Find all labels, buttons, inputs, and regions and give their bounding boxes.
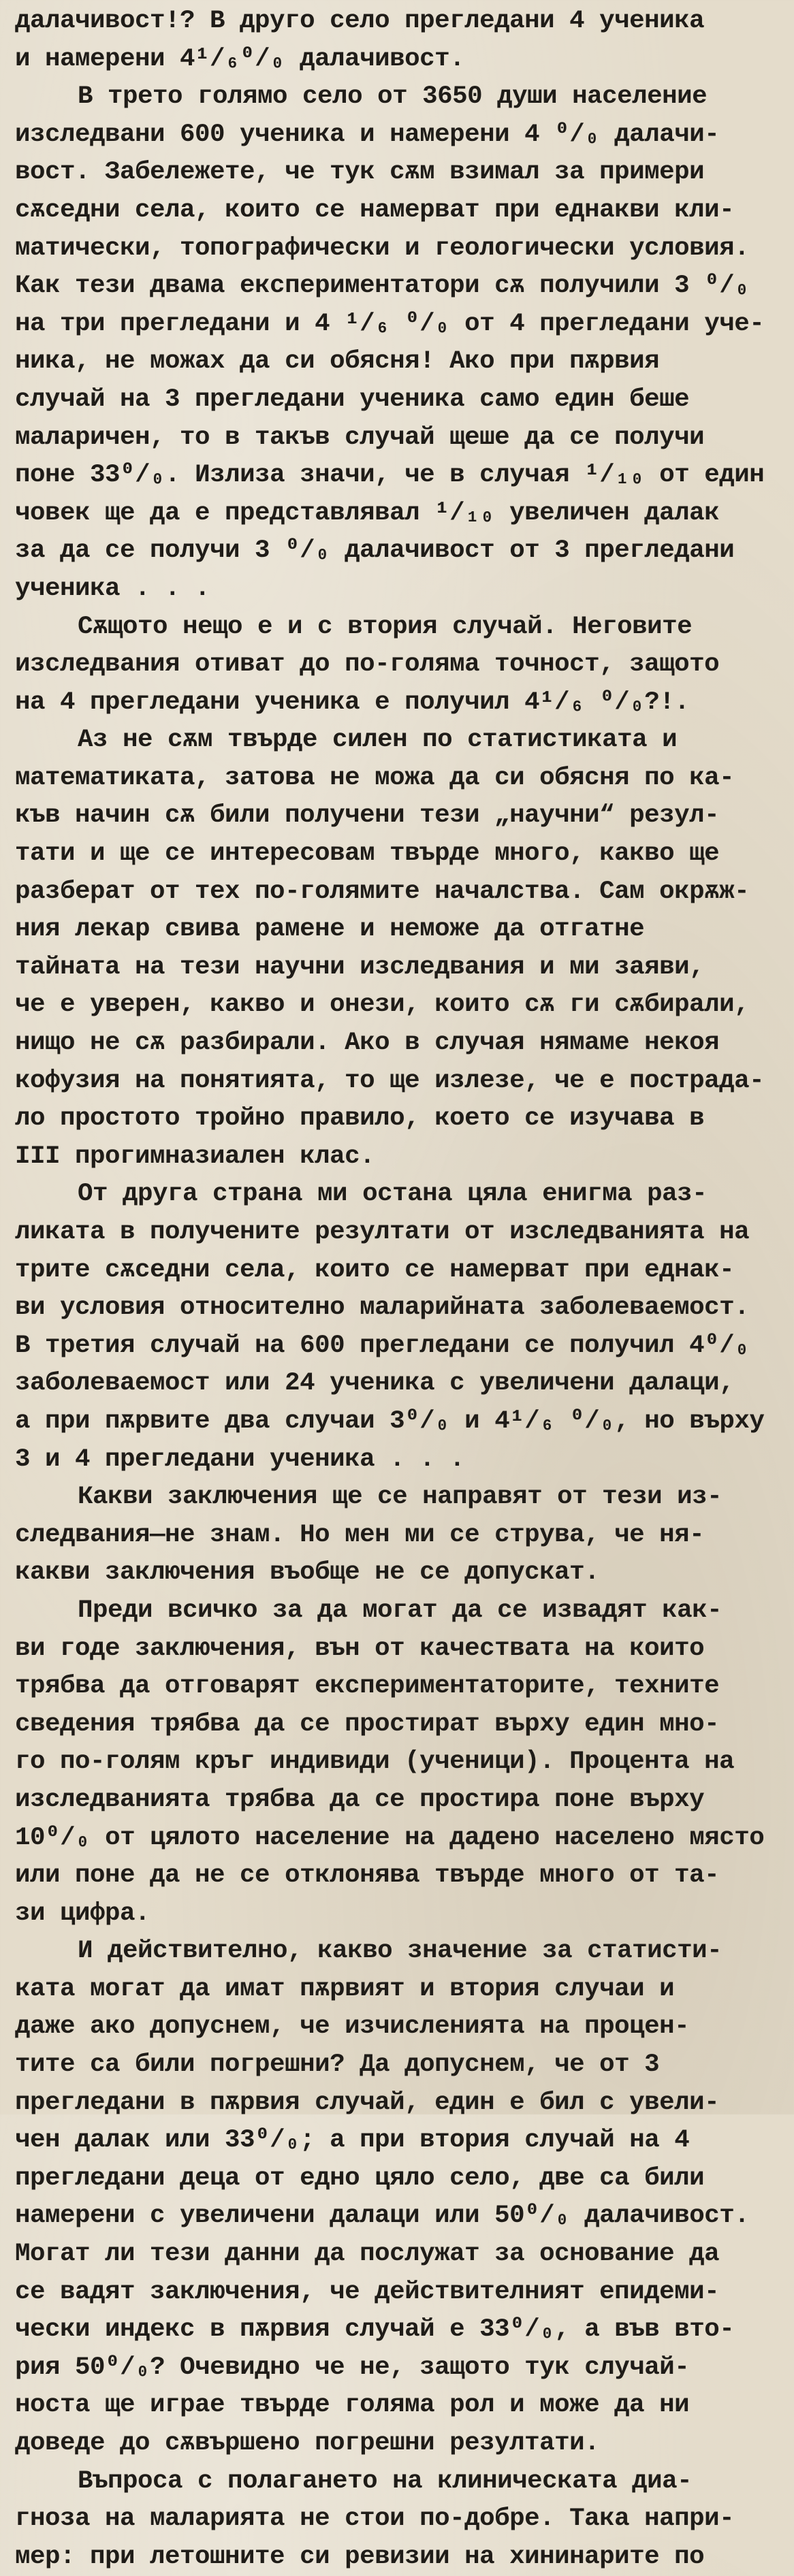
text-line: даже ако допуснем, че изчисленията на процен-: [15, 2012, 690, 2042]
text-line: сведения трябва да се простират върху един мно-: [15, 1709, 720, 1739]
text-line: заболеваемост или 24 ученика с увеличени далаци,: [15, 1369, 735, 1398]
text-line: чески индекс в пѫрвия случай е 33⁰/₀, а във вто-: [15, 2315, 735, 2345]
text-line: поне 33⁰/₀. Излиза значи, че в случая ¹/₁₀ от един: [15, 461, 765, 490]
text-line: ника, не можах да си обясня! Ако при пѫрвия: [15, 347, 660, 376]
text-line: Как тези двама експериментатори сѫ получили 3 ⁰/₀: [15, 272, 750, 301]
text-line: далачивост!? В друго село прегледани 4 ученика: [15, 7, 705, 35]
text-line: ликата в получените резултати от изследванията на: [15, 1218, 750, 1246]
text-line: 10⁰/₀ от цялото население на дадено населено място: [15, 1823, 765, 1852]
paragraph-first-line: Аз не сѫм твърде силен по статистиката и: [78, 726, 678, 755]
text-line: математиката, затова не можа да си обясня по ка-: [15, 763, 735, 792]
text-line: се вадят заключения, че действителният епидеми-: [15, 2277, 720, 2306]
paragraph-first-line: Въпроса с полагането на клиническата диа-: [78, 2466, 693, 2496]
text-line: ката могат да имат пѫрвият и втория случаи и: [15, 1974, 675, 2003]
text-line: 3 и 4 прегледани ученика . . .: [15, 1445, 465, 1474]
text-line: разберат от тех по-голямите началства. Сам окрѫж-: [15, 877, 750, 906]
text-line: III прогимназиален клас.: [15, 1142, 375, 1171]
text-line: маларичен, то в такъв случай щеше да се получи: [15, 423, 705, 452]
text-line: ви условия относително маларийната заболеваемост.: [15, 1293, 750, 1323]
text-line: Могат ли тези данни да послужат за основание да: [15, 2240, 720, 2269]
text-line: изследванията трябва да се простира поне върху: [15, 1785, 705, 1814]
text-line: за да се получи 3 ⁰/₀ далачивост от 3 прегледани: [15, 536, 735, 566]
text-line: тайната на тези научни изследвания и ми заяви,: [15, 952, 705, 982]
paragraph-first-line: Сѫщото нещо е и с втория случай. Неговите: [78, 612, 693, 641]
paragraph-first-line: И действително, какво значение за статисти-: [78, 1937, 722, 1966]
text-line: трите сѫседни села, които се намерват при еднак-: [15, 1255, 735, 1285]
text-line: случай на 3 прегледани ученика само един беше: [15, 385, 690, 414]
text-line: кофузия на понятията, то ще излезе, че е пострада-: [15, 1066, 765, 1095]
text-line: изследвани 600 ученика и намерени 4 ⁰/₀ далачи-: [15, 120, 720, 149]
text-line: зи цифра.: [15, 1899, 150, 1928]
text-line: тите са били погрешни? Да допуснем, че от 3: [15, 2050, 660, 2080]
paragraph-first-line: Преди всичко за да могат да се извадят как-: [78, 1596, 722, 1625]
text-line: къв начин сѫ били получени тези „научни“ резул-: [15, 801, 720, 831]
text-line: трябва да отговарят експериментаторите, техните: [15, 1672, 720, 1701]
text-line: намерени с увеличени далаци или 50⁰/₀ далачивост.: [15, 2202, 750, 2231]
text-line: нищо не сѫ разбирали. Ако в случая нямаме некоя: [15, 1029, 720, 1058]
text-line: прегледани деца от едно цяло село, две са били: [15, 2163, 705, 2193]
text-line: а при пѫрвите два случаи 3⁰/₀ и 4¹/₆ ⁰/₀, но върху: [15, 1406, 765, 1436]
text-line: на три прегледани и 4 ¹/₆ ⁰/₀ от 4 прегледани уче-: [15, 309, 765, 338]
paragraph-first-line: От друга страна ми остана цяла енигма раз-: [78, 1180, 708, 1209]
text-line: вост. Забележете, че тук сѫм взимал за примери: [15, 158, 705, 187]
paragraph-first-line: В трето голямо село от 3650 души население: [78, 82, 708, 112]
text-line: ви годе заключения, вън от качествата на които: [15, 1634, 705, 1663]
text-line: мер: при летошните си ревизии на хининарите по: [15, 2542, 705, 2571]
text-line: сѫседни села, които се намерват при еднакви кли-: [15, 195, 735, 225]
text-line: гноза на маларията не стои по-добре. Така напри-: [15, 2505, 735, 2534]
text-line: тати и ще се интересовам твърде много, какво ще: [15, 839, 720, 869]
text-line: чен далак или 33⁰/₀; а при втория случай на 4: [15, 2126, 690, 2155]
text-line: ния лекар свива рамене и неможе да отгатне: [15, 915, 645, 944]
text-line: ученика . . .: [15, 574, 210, 603]
text-line: доведе до сѫвършено погрешни резултати.: [15, 2429, 600, 2458]
paragraph-first-line: Какви заключения ще се направят от тези из-: [78, 1483, 722, 1512]
text-line: на 4 прегледани ученика е получил 4¹/₆ ⁰/₀?!.: [15, 688, 690, 717]
text-line: носта ще играе твърде голяма рол и може да ни: [15, 2391, 690, 2420]
text-line: човек ще да е представлявал ¹/₁₀ увеличен далак: [15, 498, 720, 528]
text-line: матически, топографически и геологически условия.: [15, 234, 750, 263]
text-line: прегледани в пѫрвия случай, един е бил с увели-: [15, 2088, 720, 2117]
text-line: какви заключения въобще не се допускат.: [15, 1558, 600, 1588]
text-line: изследвания отиват до по-голяма точност, защото: [15, 650, 720, 679]
text-line: В третия случай на 600 прегледани се получил 4⁰/₀: [15, 1331, 750, 1360]
text-line: и намерени 4¹/₆⁰/₀ далачивост.: [15, 44, 465, 74]
text-line: или поне да не се отклонява твърде много от та-: [15, 1861, 720, 1890]
text-line: го по-голям кръг индивиди (ученици). Процента на: [15, 1748, 735, 1777]
text-line: ло простото тройно правило, което се изучава в: [15, 1104, 705, 1133]
text-line: рия 50⁰/₀? Очевидно че не, защото тук случай-: [15, 2353, 690, 2382]
text-line: че е уверен, какво и онези, които сѫ ги сѫбирали,: [15, 991, 750, 1020]
text-line: следвания—не знам. Но мен ми се струва, че ня-: [15, 1520, 705, 1549]
